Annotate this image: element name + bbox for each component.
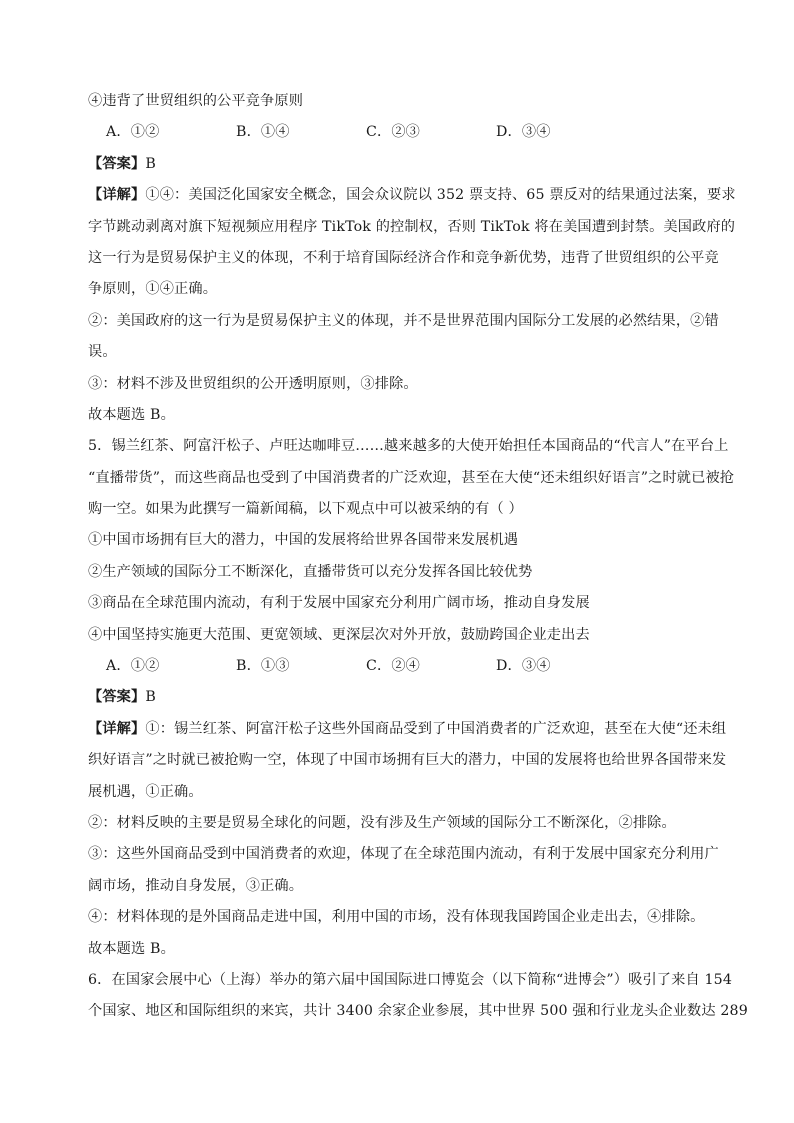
q5-detail-tag: 【详解】: [88, 720, 146, 737]
q5-detail-text: ①：锡兰红茶、阿富汗松子这些外国商品受到了中国消费者的广泛欢迎，甚至在大使“还未组: [145, 720, 727, 737]
q4-option-c: C．②③: [366, 124, 421, 141]
q5-answer-value: B: [145, 689, 156, 706]
document-page: [88, 86, 748, 1028]
q4-option-d: D．③④: [496, 124, 551, 141]
q4-answer: [88, 149, 712, 180]
q5-stem-line: 5．锡兰红茶、阿富汗松子、卢旺达咖啡豆……越来越多的大使开始担任本国商品的“代言人”在平台上: [88, 438, 729, 455]
q5-item-4: ④中国坚持实施更大范围、更宽领域、更深层次对外开放，鼓励跨国企业走出去: [88, 626, 590, 643]
q4-detail-tag: 【详解】: [88, 187, 146, 204]
q5-detail-line: [88, 714, 727, 745]
q4-detail-text: ①④：美国泛化国家安全概念，国会众议院以 352 票支持、65 票反对的结果通过法案，要求: [145, 187, 736, 204]
q5-conclusion: 故本题选 B。: [88, 940, 175, 957]
q4-detail-line: ③：材料不涉及世贸组织的公开透明原则，③排除。: [88, 375, 418, 392]
q4-item-4: ④违背了世贸组织的公平竞争原则: [88, 93, 304, 109]
q4-answer-tag: 【答案】: [88, 155, 146, 172]
q5-item-2: ②生产领域的国际分工不断深化，直播带货可以充分发挥各国比较优势: [88, 563, 533, 580]
q4-answer-value: B: [145, 155, 156, 172]
q6-stem-line: 6．在国家会展中心（上海）举办的第六届中国国际进口博览会（以下简称“进博会”）吸引了来自 154: [88, 971, 733, 988]
q5-option-c: C．②④: [366, 658, 421, 675]
q5-answer: [88, 682, 712, 713]
q5-item-1: ①中国市场拥有巨大的潜力，中国的发展将给世界各国带来发展机遇: [88, 532, 519, 549]
q5-option-b: B．①③: [236, 658, 290, 675]
q4-detail-line: ②：美国政府的这一行为是贸易保护主义的体现，并不是世界范围内国际分工发展的必然结果，②错: [88, 312, 719, 329]
q5-detail-line: 织好语言”之时就已被抢购一空，体现了中国市场拥有巨大的潜力，中国的发展将也给世界各国带来发: [88, 752, 727, 769]
q5-item-3: ③商品在全球范围内流动，有利于发展中国家充分利用广阔市场，推动自身发展: [88, 595, 590, 612]
q6-stem-line: 个国家、地区和国际组织的来宾，共计 3400 余家企业参展，其中世界 500 强和行业龙头企业数达 289: [88, 1003, 748, 1020]
q5-option-d: D．③④: [496, 658, 551, 675]
q5-stem-line: 购一空。如果为此撰写一篇新闻稿，以下观点中可以被采纳的有（ ）: [88, 501, 523, 518]
q4-detail-line: [88, 180, 736, 211]
q5-stem-line: “直播带货”，而这些商品也受到了中国消费者的广泛欢迎，甚至在大使“还未组织好语言”之时就已被抢: [88, 469, 735, 486]
q5-detail-line: ③：这些外国商品受到中国消费者的欢迎，体现了在全球范围内流动，有利于发展中国家充分利用广: [88, 846, 719, 863]
q4-options: [88, 117, 712, 148]
q4-option-b: B．①④: [236, 124, 290, 141]
q4-option-a: A．①②: [106, 124, 160, 141]
q5-detail-line: 展机遇，①正确。: [88, 783, 203, 800]
q5-detail-line: ②：材料反映的主要是贸易全球化的问题，没有涉及生产领域的国际分工不断深化，②排除。: [88, 814, 676, 831]
q5-detail-line: 阔市场，推动自身发展，③正确。: [88, 877, 304, 894]
q5-detail-line: ④：材料体现的是外国商品走进中国，利用中国的市场，没有体现我国跨国企业走出去，④排除。: [88, 909, 705, 926]
q5-options: [88, 651, 712, 682]
q4-conclusion: 故本题选 B。: [88, 406, 175, 423]
q4-detail-line: 误。: [88, 344, 117, 361]
q4-detail-line: 争原则，①④正确。: [88, 281, 218, 298]
q5-option-a: A．①②: [106, 658, 160, 675]
q5-answer-tag: 【答案】: [88, 689, 146, 706]
q4-detail-line: 字节跳动剥离对旗下短视频应用程序 TikTok 的控制权，否则 TikTok 将在美国遭到封禁。美国政府的: [88, 218, 736, 235]
q4-detail-line: 这一行为是贸易保护主义的体现，不利于培育国际经济合作和竞争新优势，违背了世贸组织的公平竞: [88, 249, 719, 266]
